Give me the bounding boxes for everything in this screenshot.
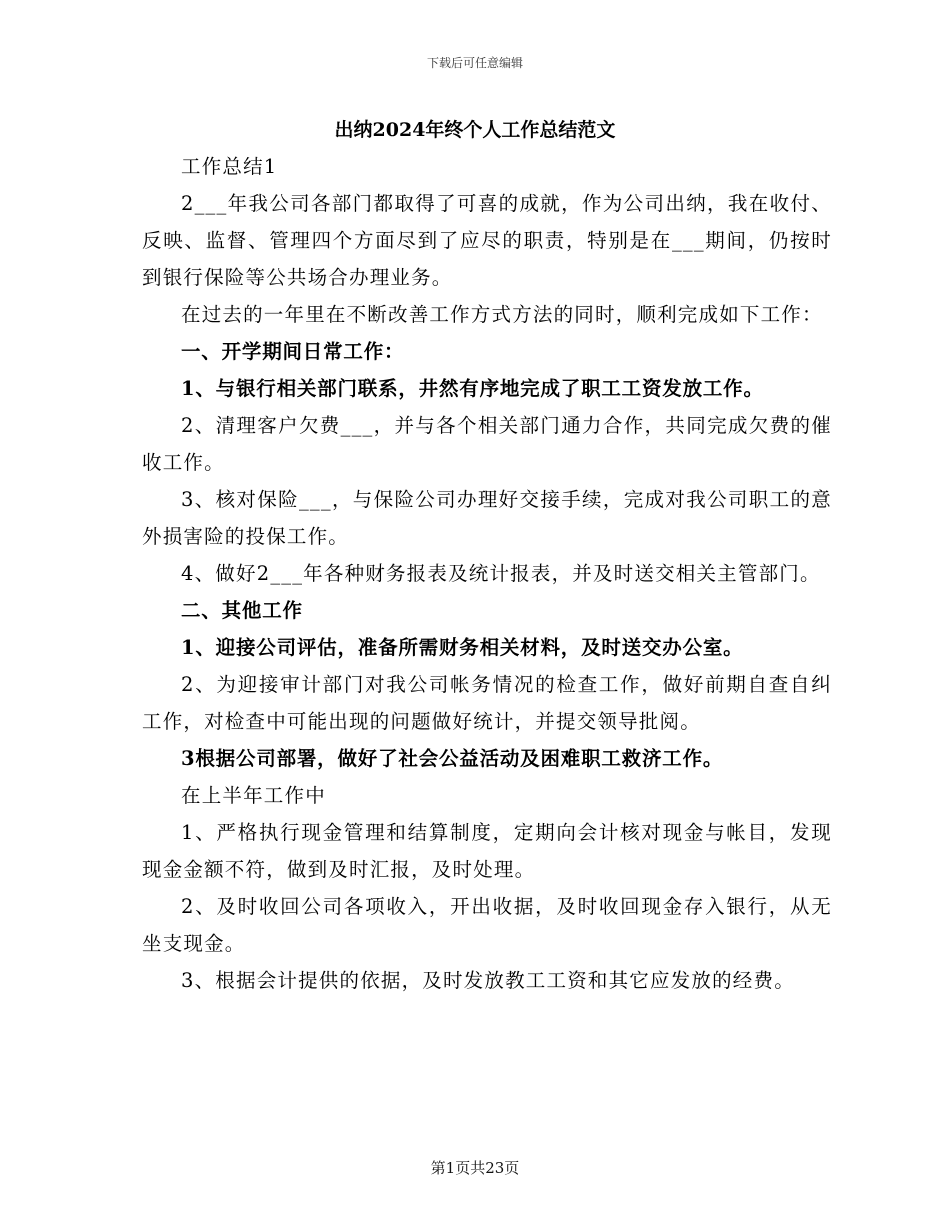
list-item-bold: 1、迎接公司评估，准备所需财务相关材料，及时送交办公室。 [181,636,744,659]
paragraph-subheading: 在上半年工作中 [181,784,326,807]
list-item: 1、严格执行现金管理和结算制度，定期向会计核对现金与帐目，发现现金金额不符，做到及时汇报，及时处理。 [142,821,832,881]
list-item: 2、为迎接审计部门对我公司帐务情况的检查工作，做好前期自查自纠工作，对检查中可能出现的问题做好统计，并提交领导批阅。 [142,673,832,733]
paragraph-subtitle: 工作总结1 [181,155,278,178]
page-number: 第1页共23页 [430,1159,520,1177]
watermark-text: 下载后可任意编辑 [426,56,523,70]
paragraph-intro: 2___年我公司各部门都取得了可喜的成就，作为公司出纳，我在收付、反映、监督、管理四个方面尽到了应尽的职责，特别是在___期间，仍按时到银行保险等公共场合办理业务。 [142,192,832,289]
list-item: 2、清理客户欠费___，并与各个相关部门通力合作，共同完成欠费的催收工作。 [142,414,832,474]
section-heading-1: 一、开学期间日常工作： [181,340,405,363]
document-title: 出纳2024年终个人工作总结范文 [334,119,616,141]
list-item: 3、根据会计提供的依据，及时发放教工工资和其它应发放的经费。 [181,969,795,992]
list-item: 2、及时收回公司各项收入，开出收据，及时收回现金存入银行，从无坐支现金。 [142,895,832,955]
list-item-bold: 3根据公司部署，做好了社会公益活动及困难职工救济工作。 [181,747,724,770]
document-body [142,148,832,999]
list-item: 3、核对保险___，与保险公司办理好交接手续，完成对我公司职工的意外损害险的投保工作。 [142,488,832,548]
section-heading-2: 二、其他工作 [181,599,303,622]
list-item-bold: 1、与银行相关部门联系，井然有序地完成了职工工资发放工作。 [181,377,764,400]
paragraph-summary-lead: 在过去的一年里在不断改善工作方式方法的同时，顺利完成如下工作： [181,303,823,326]
list-item: 4、做好2___年各种财务报表及统计报表，并及时送交相关主管部门。 [181,562,821,585]
